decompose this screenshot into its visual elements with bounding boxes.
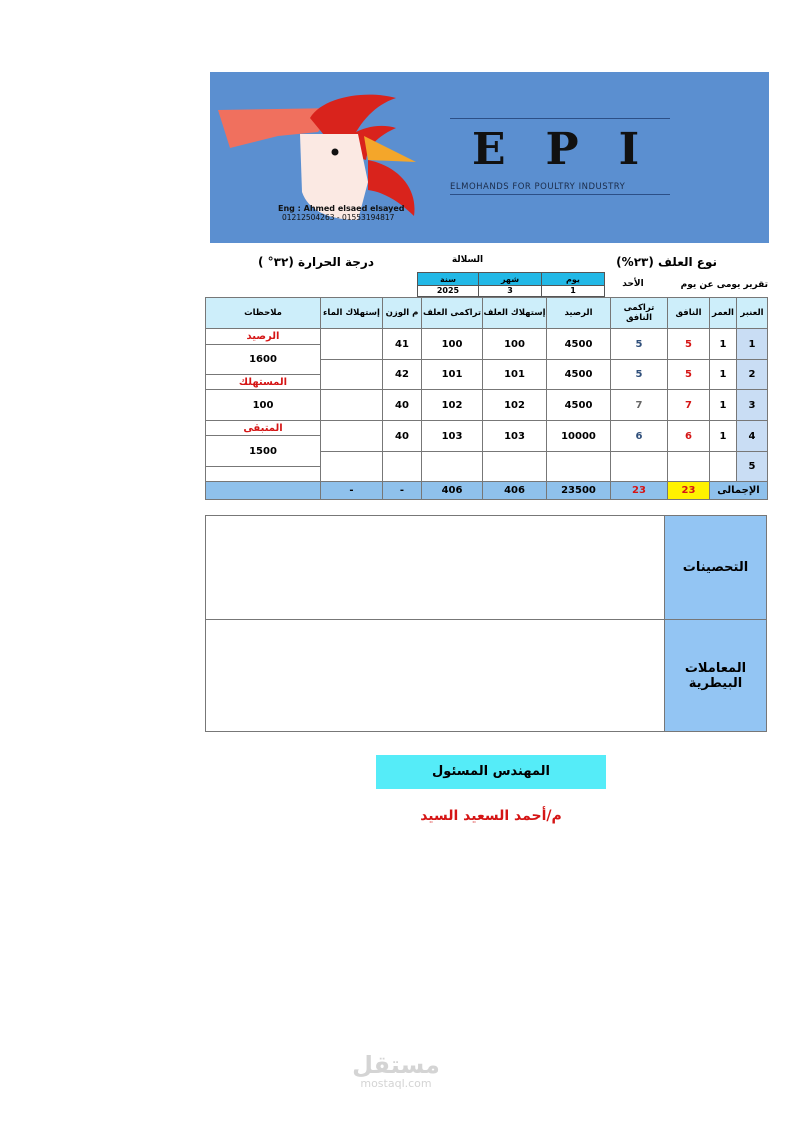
vaccinations-label: التحصينات [665,516,767,620]
feed-cell: 102 [483,390,547,421]
col-header-cum-feed: تراكمى العلف [422,298,483,329]
date-month-label: شهر [478,272,542,286]
cum-dead-cell: 5 [611,329,668,360]
total-dead: 23 [668,482,710,500]
barn-cell: 3 [737,390,768,421]
date-day: 1 [541,285,605,297]
water-cell [321,360,383,390]
age-cell: 1 [710,390,737,421]
watermark [346,1052,446,1090]
dead-cell: 6 [668,421,710,452]
col-header-cum-dead: تراكمى النافق [611,298,668,329]
dead-cell [668,452,710,482]
note-label-balance: الرصيد [206,329,321,345]
note-value-remaining: 1500 [206,436,321,467]
water-cell [321,452,383,482]
balance-cell [547,452,611,482]
total-water: - [321,482,383,500]
breed-label: السلالة [451,255,484,265]
weekday: الأحد [622,279,644,289]
totals-row [206,482,768,500]
feed-cell [483,452,547,482]
col-header-weight: م الوزن [383,298,422,329]
total-feed: 406 [483,482,547,500]
brand-subtitle: ELMOHANDS FOR POULTRY INDUSTRY [450,182,626,192]
water-cell [321,329,383,360]
weight-cell [383,452,422,482]
table-header-row [206,298,768,329]
watermark-latin: mostaql.com [360,1077,432,1090]
cum-feed-cell: 100 [422,329,483,360]
report-type: تقرير يومى عن يوم [680,280,768,290]
cum-dead-cell: 5 [611,360,668,390]
vet-treatments-label: المعاملات البيطرية [665,620,767,732]
cum-dead-cell: 6 [611,421,668,452]
table-row [206,421,768,436]
cum-feed-cell: 103 [422,421,483,452]
col-header-balance: الرصيد [547,298,611,329]
dead-cell: 5 [668,360,710,390]
col-header-feed: إستهلاك العلف [483,298,547,329]
cum-dead-cell [611,452,668,482]
age-cell [710,452,737,482]
daily-report-table [205,297,768,500]
table-row [206,390,768,421]
engineer-credit: Eng : Ahmed elsaed elsayed [278,204,405,213]
balance-cell: 4500 [547,360,611,390]
col-header-dead: النافق [668,298,710,329]
date-year: 2025 [417,285,479,297]
vet-treatments-content[interactable] [206,620,665,732]
col-header-barn: العنبر [737,298,768,329]
cum-feed-cell: 101 [422,360,483,390]
cum-feed-cell [422,452,483,482]
balance-cell: 4500 [547,329,611,360]
feed-cell: 103 [483,421,547,452]
watermark-arabic: مستقل [352,1051,440,1079]
col-header-notes: ملاحظات [206,298,321,329]
header-banner [210,72,769,243]
table-row [206,329,768,345]
weight-cell: 42 [383,360,422,390]
engineer-title: المهندس المسئول [376,755,606,789]
date-day-label: يوم [541,272,605,286]
weight-cell: 40 [383,421,422,452]
note-empty-cell [206,467,321,482]
note-label-remaining: المتبقى [206,421,321,436]
feed-type: نوع العلف (٢٣%) [616,255,717,269]
barn-cell: 5 [737,452,768,482]
note-value-balance: 1600 [206,345,321,375]
col-header-water: إستهلاك الماء [321,298,383,329]
total-balance: 23500 [547,482,611,500]
note-label-consumed: المستهلك [206,375,321,390]
water-cell [321,421,383,452]
dead-cell: 5 [668,329,710,360]
brand-title: EPI [472,124,680,175]
cum-dead-cell: 7 [611,390,668,421]
age-cell: 1 [710,360,737,390]
totals-label: الإجمالى [710,482,768,500]
vaccinations-content[interactable] [206,516,665,620]
engineer-name: م/أحمد السعيد السيد [420,808,562,824]
remarks-table [205,515,767,732]
barn-cell: 4 [737,421,768,452]
date-year-label: سنة [417,272,479,286]
dead-cell: 7 [668,390,710,421]
date-month: 3 [478,285,542,297]
total-cum-feed: 406 [422,482,483,500]
weight-cell: 41 [383,329,422,360]
water-cell [321,390,383,421]
note-value-consumed: 100 [206,390,321,421]
age-cell: 1 [710,329,737,360]
total-notes [206,482,321,500]
balance-cell: 10000 [547,421,611,452]
feed-cell: 100 [483,329,547,360]
cum-feed-cell: 102 [422,390,483,421]
temperature: درجة الحرارة (٣٢° ) [258,255,374,269]
vet-treatments-row [206,620,767,732]
engineer-phones: 01212504263 - 01553194817 [282,213,395,222]
barn-cell: 1 [737,329,768,360]
weight-cell: 40 [383,390,422,421]
balance-cell: 4500 [547,390,611,421]
total-cum-dead: 23 [611,482,668,500]
feed-cell: 101 [483,360,547,390]
total-weight: - [383,482,422,500]
vaccinations-row [206,516,767,620]
barn-cell: 2 [737,360,768,390]
age-cell: 1 [710,421,737,452]
col-header-age: العمر [710,298,737,329]
